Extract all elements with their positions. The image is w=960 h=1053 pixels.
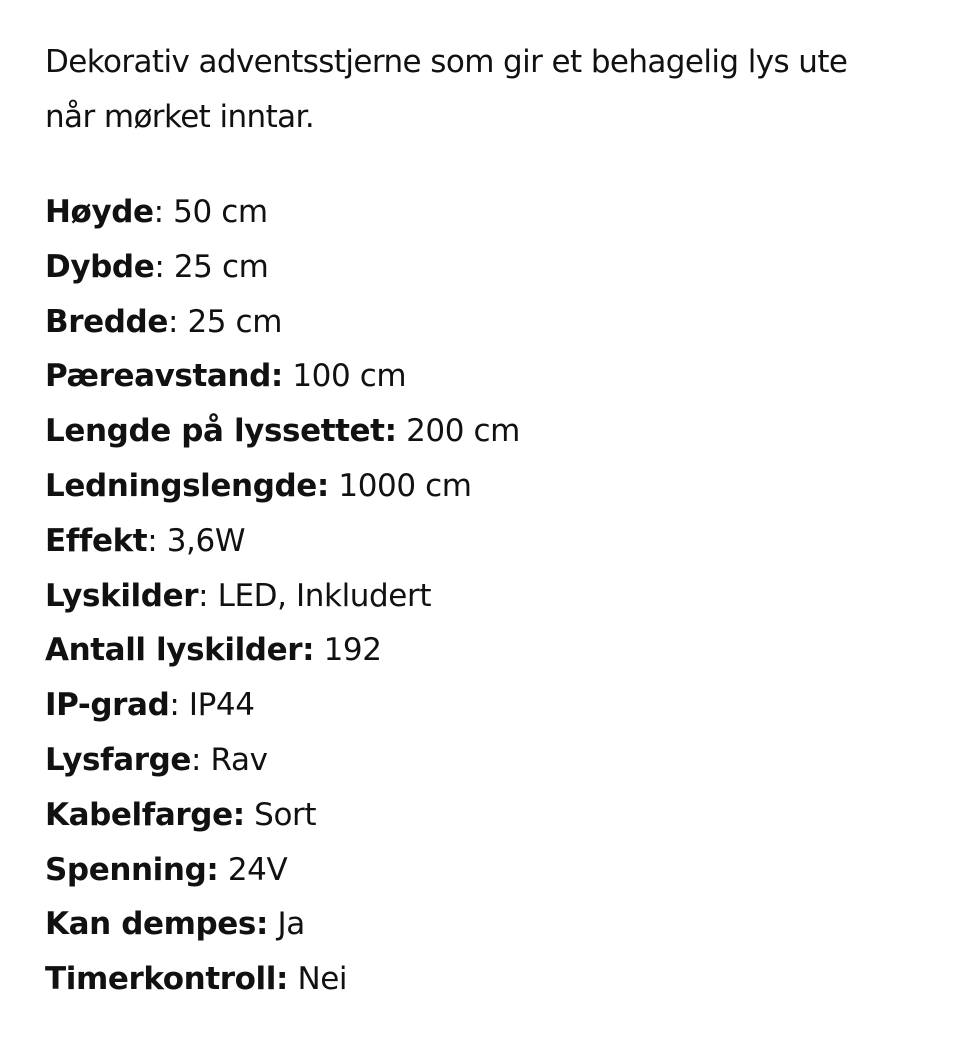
spec-label: Bredde xyxy=(45,303,168,340)
spec-row xyxy=(45,733,945,788)
spec-value: IP44 xyxy=(188,687,255,724)
spec-label: Timerkontroll: xyxy=(45,961,288,998)
spec-row xyxy=(45,185,945,240)
spec-value xyxy=(314,632,323,668)
spec-label: Kabelfarge: xyxy=(45,796,245,833)
spec-label: Antall lyskilder: xyxy=(45,632,315,669)
spec-value: 192 xyxy=(323,632,382,669)
spec-label: Effekt xyxy=(45,522,148,559)
description-line-1: Dekorativ adventsstjerne som gir et behagelig lys ute xyxy=(45,44,848,80)
spec-value: Rav xyxy=(210,741,268,778)
spec-row xyxy=(45,349,945,404)
spec-value: : xyxy=(167,303,188,340)
spec-value: Nei xyxy=(297,961,348,998)
spec-row xyxy=(45,678,945,733)
spec-row xyxy=(45,514,945,569)
spec-value: : xyxy=(198,577,218,614)
spec-label: Dybde xyxy=(45,248,155,285)
spec-label: Lysfarge xyxy=(45,741,192,778)
spec-value xyxy=(329,468,338,504)
spec-row xyxy=(45,897,945,952)
spec-value: 25 cm xyxy=(173,248,269,285)
spec-label: Lengde på lyssettet: xyxy=(45,413,397,450)
description-line-2: når mørket inntar. xyxy=(45,99,315,135)
spec-value: LED, Inkludert xyxy=(217,577,432,614)
spec-row xyxy=(45,788,945,843)
spec-value: 200 cm xyxy=(406,413,520,450)
spec-value: 3,6W xyxy=(166,522,246,559)
spec-value: Sort xyxy=(254,796,317,833)
spec-row xyxy=(45,623,945,678)
spec-value: : xyxy=(154,248,174,285)
spec-row xyxy=(45,843,945,898)
spec-value: 100 cm xyxy=(292,358,407,395)
spec-label: Spenning: xyxy=(45,851,219,888)
spec-value xyxy=(245,797,254,833)
spec-row xyxy=(45,952,945,1007)
spec-value: : xyxy=(147,522,167,559)
spec-label: Kan dempes: xyxy=(45,906,268,943)
spec-value xyxy=(283,358,292,394)
spec-row xyxy=(45,569,945,624)
spec-row xyxy=(45,404,945,459)
spec-value: 50 cm xyxy=(173,194,268,230)
spec-value: : xyxy=(169,687,189,724)
description-text xyxy=(45,35,945,145)
spec-label: IP-grad xyxy=(45,687,170,724)
spec-label: Lyskilder xyxy=(45,577,199,614)
spec-value: Ja xyxy=(277,906,305,943)
spec-value: 1000 cm xyxy=(338,467,472,504)
spec-value xyxy=(218,852,227,888)
spec-value: : xyxy=(191,741,211,778)
spec-row xyxy=(45,240,945,295)
spec-label: Ledningslengde: xyxy=(45,467,329,504)
spec-label: Høyde xyxy=(45,194,154,230)
spec-value: : xyxy=(153,194,174,230)
spec-label: Pæreavstand: xyxy=(45,358,283,395)
spec-row xyxy=(45,295,945,350)
spec-value: 24V xyxy=(227,851,288,888)
spec-value: 25 cm xyxy=(187,303,282,340)
spec-list xyxy=(45,185,945,1007)
spec-value xyxy=(397,413,406,449)
product-description xyxy=(45,35,945,1007)
spec-row xyxy=(45,459,945,514)
